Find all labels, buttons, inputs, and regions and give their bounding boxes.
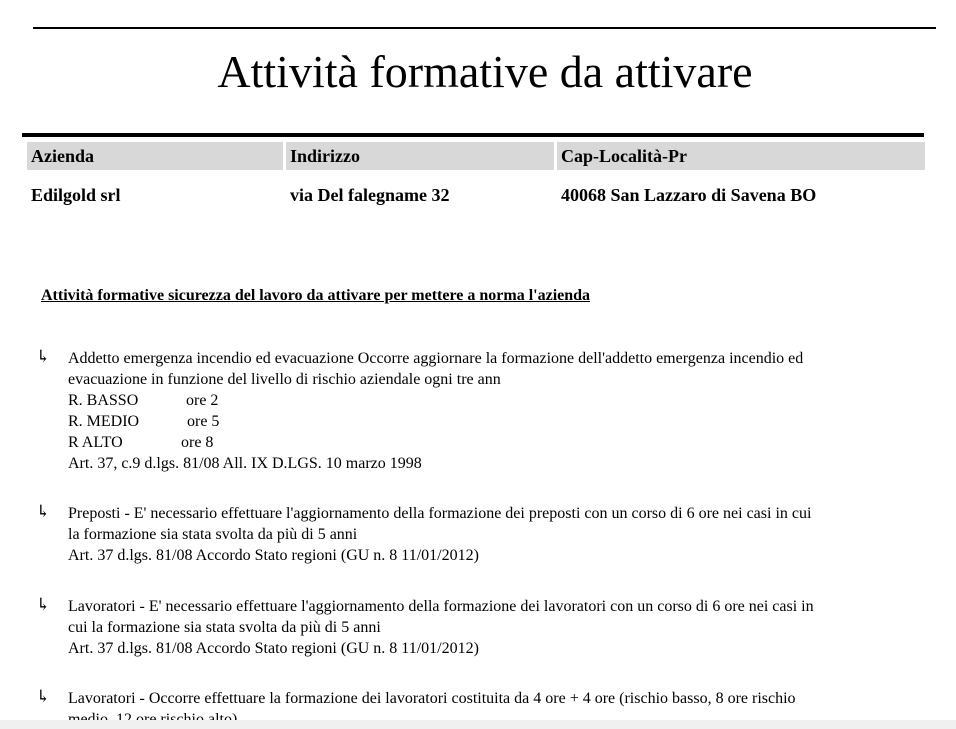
item-text: Preposti - E' necessario effettuare l'aggiornamento della formazione dei preposti con un corso di 6 ore nei casi in cui — [68, 505, 812, 522]
list-item — [36, 503, 916, 566]
item-text: Addetto emergenza incendio ed evacuazione Occorre aggiornare la formazione dell'addetto emergenza incendio ed — [68, 350, 804, 367]
risk-level-label: R. MEDIO — [68, 413, 140, 430]
page-title: Attività formative da attivare — [217, 46, 753, 97]
bullet-arrow-icon: ↳ — [36, 595, 51, 614]
legal-reference: Art. 37, c.9 d.lgs. 81/08 All. IX D.LGS. 10 marzo 1998 — [68, 455, 422, 472]
item-text: la formazione sia stata svolta da più di 5 anni — [68, 526, 358, 543]
risk-level-label: R. BASSO — [68, 392, 139, 409]
legal-reference: Art. 37 d.lgs. 81/08 Accordo Stato regioni (GU n. 8 11/01/2012) — [68, 547, 479, 564]
bullet-arrow-icon: ↳ — [36, 687, 51, 706]
company-name: Edilgold srl — [31, 185, 121, 205]
risk-level-hours: ore 2 — [186, 392, 219, 409]
header-divider — [22, 133, 924, 137]
table-header-azienda: Azienda — [27, 142, 283, 170]
bullet-arrow-icon: ↳ — [36, 347, 51, 366]
bullet-arrow-icon: ↳ — [36, 502, 51, 521]
table-header-indirizzo: Indirizzo — [286, 142, 554, 170]
risk-level-row — [68, 390, 916, 411]
section-heading: Attività formative sicurezza del lavoro da attivare per mettere a norma l'azienda — [41, 287, 591, 304]
item-text: evacuazione in funzione del livello di rischio aziendale ogni tre ann — [68, 371, 501, 388]
risk-level-row — [68, 432, 916, 453]
risk-level-row — [68, 411, 916, 432]
item-text: cui la formazione sia stata svolta da più di 5 anni — [68, 619, 381, 636]
bottom-edge — [0, 720, 956, 729]
list-item — [36, 596, 916, 659]
table-header-cap-localita: Cap-Località-Pr — [557, 142, 925, 170]
item-text: Lavoratori - E' necessario effettuare l'aggiornamento della formazione dei lavoratori con un corso di 6 ore nei casi in — [68, 598, 814, 615]
list-item — [36, 348, 916, 474]
legal-reference: Art. 37 d.lgs. 81/08 Accordo Stato regioni (GU n. 8 11/01/2012) — [68, 640, 479, 657]
item-text: Lavoratori - Occorre effettuare la formazione dei lavoratori costituita da 4 ore + 4 ore (rischio basso, 8 ore rischio — [68, 690, 796, 707]
company-address: via Del falegname 32 — [290, 185, 450, 205]
risk-level-hours: ore 8 — [181, 434, 214, 451]
top-divider — [33, 27, 936, 29]
risk-level-hours: ore 5 — [187, 413, 220, 430]
company-location: 40068 San Lazzaro di Savena BO — [561, 185, 817, 205]
risk-level-label: R ALTO — [68, 434, 123, 451]
